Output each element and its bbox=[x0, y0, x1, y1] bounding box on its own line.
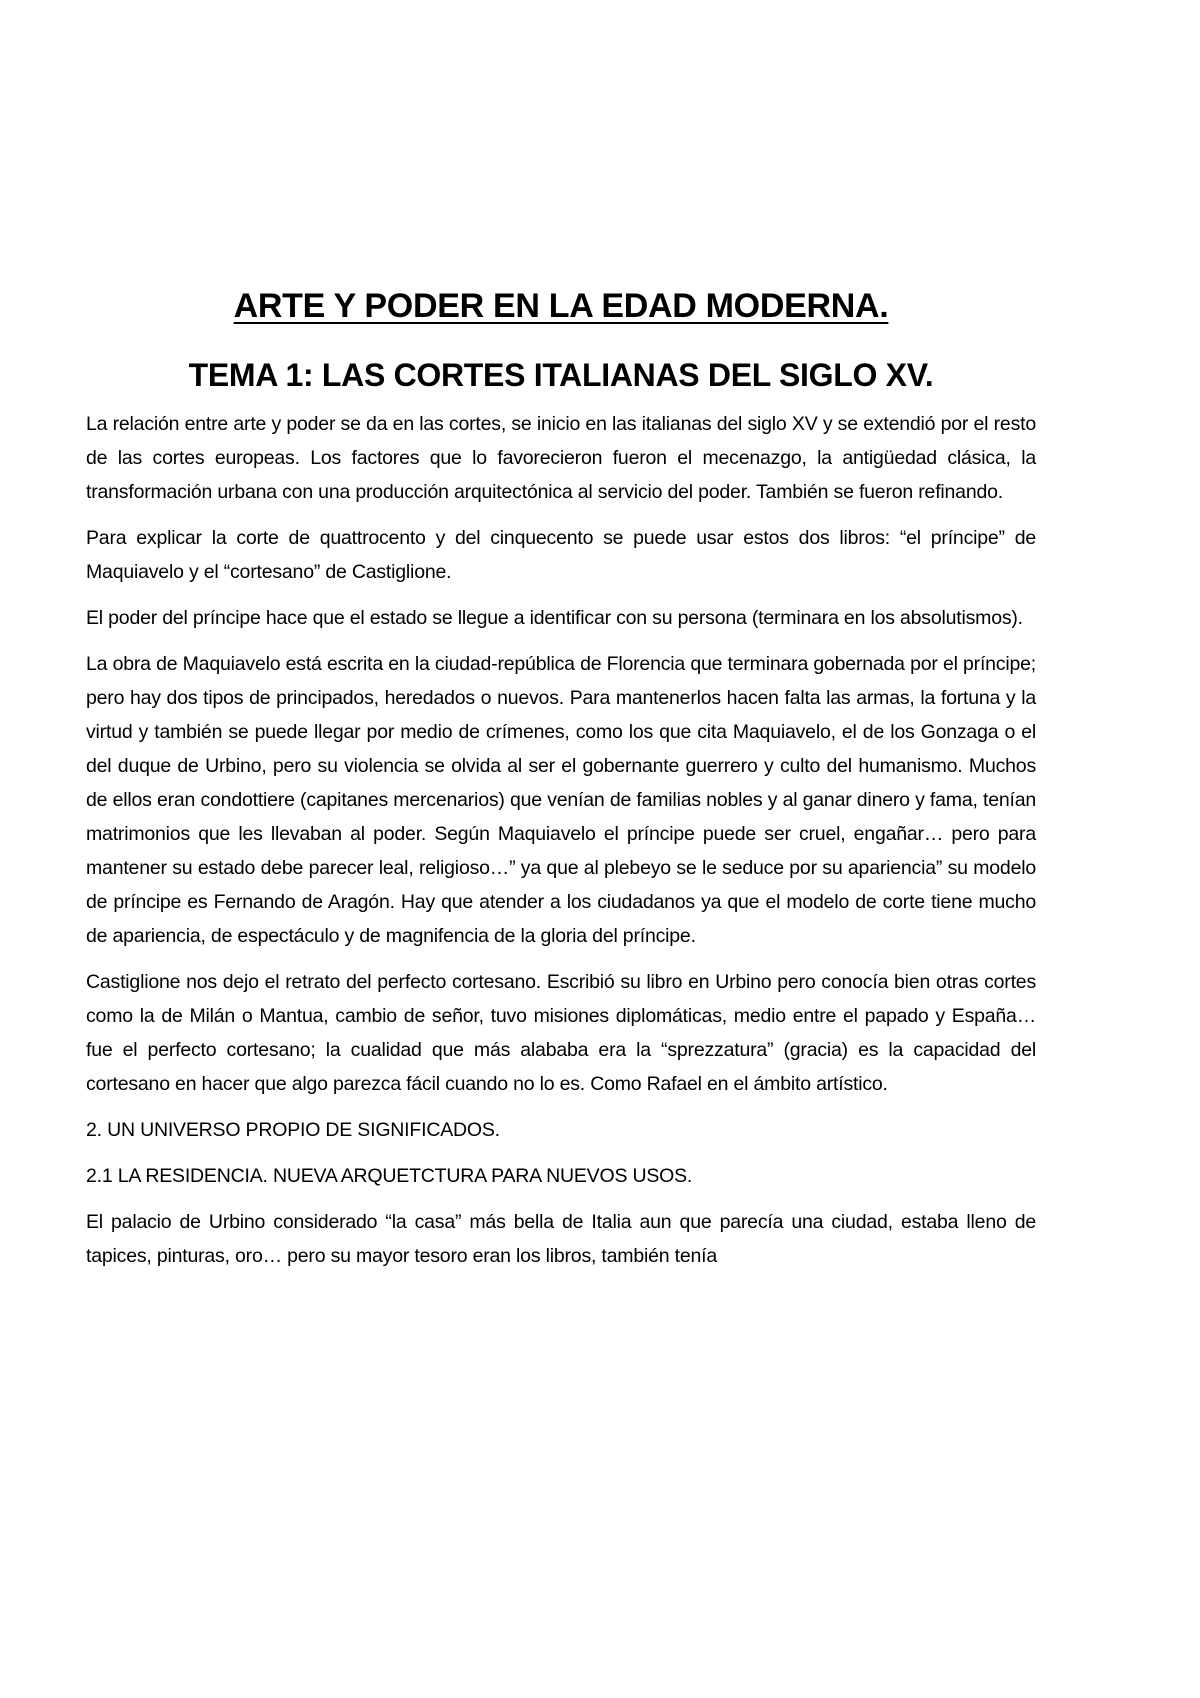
paragraph-books: Para explicar la corte de quattrocento y del cinquecento se puede usar estos dos libros: “el príncipe” de Maquiavelo y el “cortesano” de Castiglione. bbox=[86, 527, 1036, 583]
document-body bbox=[86, 285, 1036, 1273]
paragraph-maquiavelo: La obra de Maquiavelo está escrita en la ciudad-república de Florencia que terminara gobernada por el príncipe; pero hay dos tipos de principados, heredados o nuevos. Para mantenerlos hacen falta las armas, la fortuna y la virtud y también se puede llegar por medio de crímenes, como los que cita Maquiavelo, el de los Gonzaga o el del duque de Urbino, pero su violencia se olvida al ser el gobernante guerrero y culto del humanismo. Muchos de ellos eran condottiere (capitanes mercenarios) que venían de familias nobles y al ganar dinero y fama, tenían matrimonios que les llevaban al poder. Según Maquiavelo el príncipe puede ser cruel, engañar… pero para mantener su estado debe parecer leal, religioso…” ya que al plebeyo se le seduce por su apariencia” su modelo de príncipe es Fernando de Aragón. Hay que atender a los ciudadanos ya que el modelo de corte tiene mucho de apariencia, de espectáculo y de magnifencia de la gloria del príncipe. bbox=[86, 653, 1036, 947]
document-title: ARTE Y PODER EN LA EDAD MODERNA. bbox=[233, 287, 889, 325]
section-heading: 2. UN UNIVERSO PROPIO DE SIGNIFICADOS. bbox=[86, 1119, 500, 1141]
paragraph-power: El poder del príncipe hace que el estado se llegue a identificar con su persona (terminara en los absolutismos). bbox=[86, 607, 1023, 629]
paragraph-castiglione: Castiglione nos dejo el retrato del perfecto cortesano. Escribió su libro en Urbino pero conocía bien otras cortes como la de Milán o Mantua, cambio de señor, tuvo misiones diplomáticas, medio entre el papado y España… fue el perfecto cortesano; la cualidad que más alababa era la “sprezzatura” (gracia) es la capacidad del cortesano en hacer que algo parezca fácil cuando no lo es. Como Rafael en el ámbito artístico. bbox=[86, 971, 1036, 1095]
subsection-heading: 2.1 LA RESIDENCIA. NUEVA ARQUETCTURA PARA NUEVOS USOS. bbox=[86, 1165, 693, 1187]
document-subtitle: TEMA 1: LAS CORTES ITALIANAS DEL SIGLO XV. bbox=[188, 357, 934, 393]
paragraph-urbino: El palacio de Urbino considerado “la casa” más bella de Italia aun que parecía una ciudad, estaba lleno de tapices, pinturas, oro… pero su mayor tesoro eran los libros, también tenía bbox=[86, 1211, 1036, 1267]
paragraph-intro: La relación entre arte y poder se da en las cortes, se inicio en las italianas del siglo XV y se extendió por el resto de las cortes europeas. Los factores que lo favorecieron fueron el mecenazgo, la antigüedad clásica, la transformación urbana con una producción arquitectónica al servicio del poder. También se fueron refinando. bbox=[86, 413, 1036, 503]
